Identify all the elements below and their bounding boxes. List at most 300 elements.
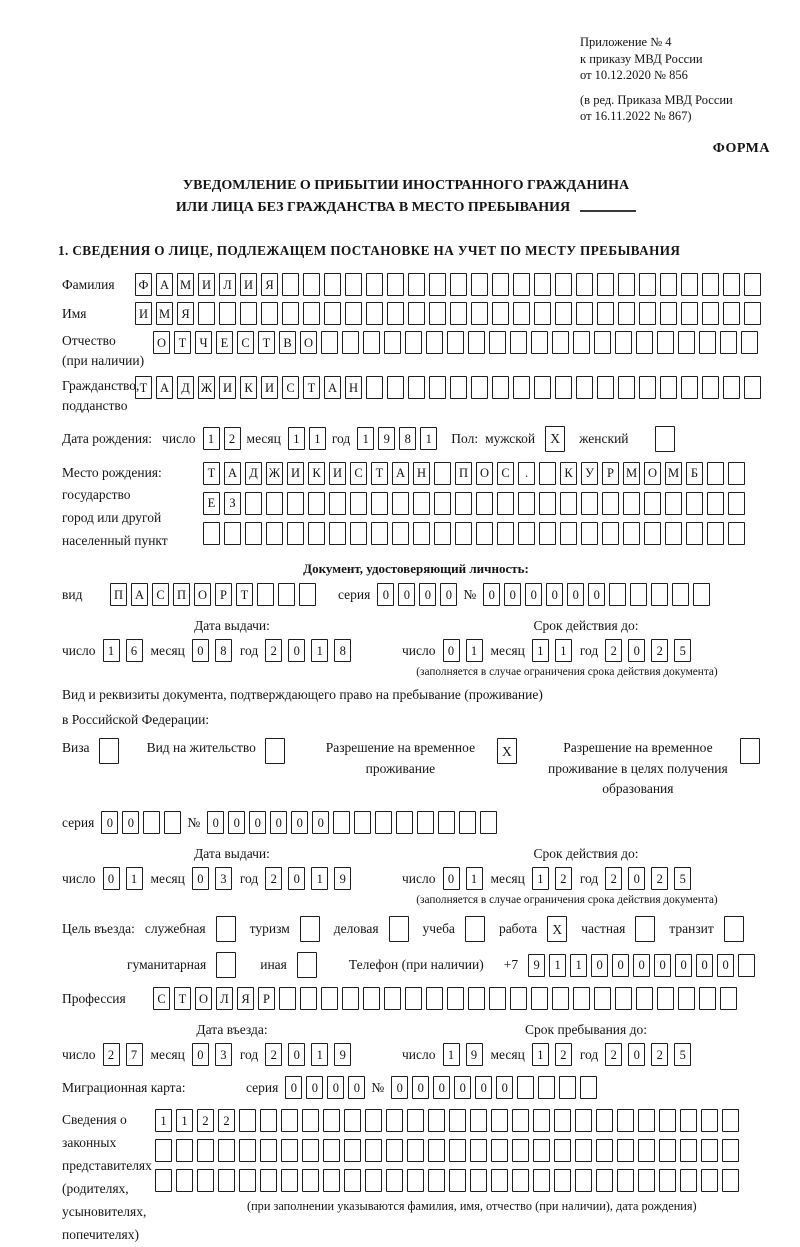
char-cell: 0 xyxy=(377,583,394,606)
identity-doc-row xyxy=(62,583,770,606)
purpose-humanitarian-checkbox xyxy=(216,952,240,978)
char-cell: А xyxy=(131,583,148,606)
char-cell: П xyxy=(173,583,190,606)
day-label: число xyxy=(402,1046,436,1062)
purpose-business-checkbox xyxy=(389,916,413,942)
char-cell xyxy=(287,492,304,515)
char-cell xyxy=(660,302,677,325)
birthplace-label-line1: Место рождения: xyxy=(62,464,162,480)
birthplace-label-line4: населенный пункт xyxy=(62,533,168,549)
birth-date-label: Дата рождения: xyxy=(62,430,153,446)
char-cell xyxy=(638,1139,655,1162)
char-cell xyxy=(344,1169,361,1192)
char-cell xyxy=(302,1139,319,1162)
char-cell xyxy=(386,1169,403,1192)
char-cell xyxy=(531,987,548,1010)
char-cell xyxy=(513,376,530,399)
char-cell: Т xyxy=(236,583,253,606)
header-reference-block xyxy=(580,34,770,125)
char-cell xyxy=(345,273,362,296)
char-cell: 0 xyxy=(475,1076,492,1099)
char-cell xyxy=(386,1139,403,1162)
char-cell: Я xyxy=(261,273,278,296)
char-cell: 1 xyxy=(311,1043,328,1066)
char-cell: 0 xyxy=(288,1043,305,1066)
forma-label: ФОРМА xyxy=(712,140,770,156)
char-cell xyxy=(371,492,388,515)
char-cell: 1 xyxy=(126,867,143,890)
patronymic-label-line2: (при наличии) xyxy=(62,352,145,368)
migration-card-label: Миграционная карта: xyxy=(62,1079,186,1095)
migration-card-series-label: серия xyxy=(246,1079,279,1095)
char-cell xyxy=(513,273,530,296)
char-cell xyxy=(728,492,745,515)
char-cell: 0 xyxy=(628,639,645,662)
char-cell: 0 xyxy=(440,583,457,606)
char-cell xyxy=(350,522,367,545)
char-cell xyxy=(413,492,430,515)
char-cell xyxy=(392,522,409,545)
char-cell: 2 xyxy=(605,639,622,662)
identity-doc-dates xyxy=(62,618,770,678)
char-cell: М xyxy=(156,302,173,325)
identity-doc-series-cells xyxy=(377,583,461,606)
char-cell xyxy=(660,376,677,399)
char-cell xyxy=(257,583,274,606)
char-cell xyxy=(555,302,572,325)
char-cell xyxy=(302,1109,319,1132)
char-cell xyxy=(533,1109,550,1132)
char-cell xyxy=(489,987,506,1010)
birthplace-row1-cells xyxy=(203,462,749,485)
option-visa-checkbox xyxy=(99,738,123,764)
char-cell xyxy=(266,492,283,515)
purpose-humanitarian-label: гуманитарная xyxy=(127,957,207,973)
char-cell xyxy=(384,987,401,1010)
char-cell xyxy=(702,376,719,399)
char-cell: В xyxy=(279,331,296,354)
identity-expiry-title: Срок действия до: xyxy=(533,618,639,634)
char-cell xyxy=(635,916,655,942)
char-cell: М xyxy=(623,462,640,485)
char-cell xyxy=(468,987,485,1010)
char-cell: 9 xyxy=(466,1043,483,1066)
char-cell: С xyxy=(497,462,514,485)
purpose-other-label: иная xyxy=(260,957,287,973)
char-cell xyxy=(539,492,556,515)
char-cell xyxy=(218,1139,235,1162)
char-cell xyxy=(155,1139,172,1162)
char-cell xyxy=(617,1139,634,1162)
char-cell xyxy=(576,376,593,399)
char-cell xyxy=(450,376,467,399)
char-cell xyxy=(333,811,350,834)
char-cell: X xyxy=(547,916,567,942)
char-cell: Е xyxy=(203,492,220,515)
char-cell xyxy=(387,302,404,325)
char-cell xyxy=(518,492,535,515)
char-cell: Ч xyxy=(195,331,212,354)
char-cell xyxy=(345,302,362,325)
year-label: год xyxy=(331,430,351,446)
year-label: год xyxy=(239,642,259,658)
char-cell xyxy=(491,1109,508,1132)
char-cell xyxy=(639,273,656,296)
char-cell xyxy=(429,376,446,399)
char-cell xyxy=(176,1139,193,1162)
char-cell xyxy=(476,492,493,515)
char-cell xyxy=(680,1169,697,1192)
char-cell: Ф xyxy=(135,273,152,296)
header-amend-line2: от 16.11.2022 № 867) xyxy=(580,109,692,123)
char-cell xyxy=(693,583,710,606)
char-cell: 2 xyxy=(218,1109,235,1132)
gender-female-label: женский xyxy=(579,430,629,446)
purpose-study-label: учеба xyxy=(422,921,455,937)
char-cell: С xyxy=(152,583,169,606)
char-cell: 0 xyxy=(654,954,671,977)
char-cell xyxy=(438,811,455,834)
char-cell xyxy=(510,987,527,1010)
option-temp-residence-education-checkbox xyxy=(740,738,764,764)
char-cell xyxy=(468,331,485,354)
char-cell: 9 xyxy=(528,954,545,977)
phone-prefix: +7 xyxy=(503,957,519,973)
char-cell: 1 xyxy=(357,427,374,450)
char-cell xyxy=(405,987,422,1010)
char-cell xyxy=(594,987,611,1010)
char-cell: 5 xyxy=(674,639,691,662)
char-cell xyxy=(396,811,413,834)
char-cell xyxy=(281,1139,298,1162)
char-cell xyxy=(510,331,527,354)
char-cell: Р xyxy=(215,583,232,606)
char-cell xyxy=(581,522,598,545)
form-title-line1: УВЕДОМЛЕНИЕ О ПРИБЫТИИ ИНОСТРАННОГО ГРАЖДАНИНА xyxy=(182,177,630,193)
residence-series-cells xyxy=(101,811,185,834)
patronymic-cells xyxy=(153,331,762,354)
char-cell xyxy=(665,492,682,515)
char-cell xyxy=(638,1109,655,1132)
surname-row xyxy=(62,273,770,296)
char-cell xyxy=(407,1139,424,1162)
char-cell xyxy=(723,376,740,399)
char-cell: 8 xyxy=(399,427,416,450)
char-cell: 0 xyxy=(291,811,308,834)
char-cell xyxy=(580,1076,597,1099)
identity-doc-number-label: № xyxy=(463,586,477,602)
char-cell xyxy=(644,492,661,515)
char-cell: Т xyxy=(203,462,220,485)
char-cell xyxy=(552,987,569,1010)
residence-issue-daterow xyxy=(62,867,402,890)
char-cell xyxy=(429,302,446,325)
phone-label: Телефон (при наличии) xyxy=(348,957,484,973)
char-cell xyxy=(197,1169,214,1192)
char-cell xyxy=(260,1139,277,1162)
char-cell: 2 xyxy=(103,1043,120,1066)
residence-doc-intro-line2: в Российской Федерации: xyxy=(62,712,210,728)
header-amendment-block xyxy=(580,92,770,125)
char-cell: 1 xyxy=(309,427,326,450)
char-cell xyxy=(623,522,640,545)
char-cell xyxy=(512,1109,529,1132)
char-cell xyxy=(596,1169,613,1192)
char-cell: 0 xyxy=(419,583,436,606)
char-cell: 0 xyxy=(628,1043,645,1066)
char-cell xyxy=(615,331,632,354)
birthplace-block xyxy=(62,462,770,554)
char-cell xyxy=(554,1139,571,1162)
char-cell: 3 xyxy=(215,1043,232,1066)
char-cell: Я xyxy=(177,302,194,325)
day-label: число xyxy=(62,870,96,886)
char-cell xyxy=(723,302,740,325)
char-cell: И xyxy=(219,376,236,399)
option-temp-residence-education xyxy=(545,738,764,799)
char-cell: О xyxy=(153,331,170,354)
char-cell xyxy=(265,738,285,764)
birthplace-label-line3: город или другой xyxy=(62,510,162,526)
char-cell xyxy=(329,492,346,515)
char-cell xyxy=(447,987,464,1010)
stay-until-title: Срок пребывания до: xyxy=(525,1022,647,1038)
char-cell xyxy=(513,302,530,325)
char-cell xyxy=(575,1139,592,1162)
char-cell xyxy=(636,331,653,354)
char-cell: 0 xyxy=(192,867,209,890)
char-cell xyxy=(702,273,719,296)
char-cell: 1 xyxy=(176,1109,193,1132)
char-cell xyxy=(707,492,724,515)
char-cell: 0 xyxy=(412,1076,429,1099)
char-cell: Е xyxy=(216,331,233,354)
entry-date-title: Дата въезда: xyxy=(196,1022,268,1038)
header-ref-line3: от 10.12.2020 № 856 xyxy=(580,68,688,82)
representatives-label-line5: усыновителях, xyxy=(62,1203,147,1219)
char-cell xyxy=(555,273,572,296)
char-cell xyxy=(492,273,509,296)
char-cell: 1 xyxy=(311,867,328,890)
migration-card-row xyxy=(62,1076,770,1099)
residence-expiry-month-cells xyxy=(532,867,578,890)
birthplace-cell-rows xyxy=(203,462,749,552)
residence-expiry-day-cells xyxy=(443,867,489,890)
purpose-study-checkbox xyxy=(465,916,489,942)
surname-label: Фамилия xyxy=(62,276,115,292)
char-cell xyxy=(434,492,451,515)
stay-day-cells xyxy=(443,1043,489,1066)
char-cell: 0 xyxy=(348,1076,365,1099)
char-cell xyxy=(655,426,675,452)
char-cell: 0 xyxy=(525,583,542,606)
char-cell xyxy=(680,1139,697,1162)
day-label: число xyxy=(62,1046,96,1062)
char-cell xyxy=(489,331,506,354)
char-cell: 0 xyxy=(207,811,224,834)
char-cell xyxy=(491,1169,508,1192)
char-cell: М xyxy=(665,462,682,485)
char-cell: С xyxy=(237,331,254,354)
char-cell xyxy=(615,987,632,1010)
purpose-tourism-checkbox xyxy=(300,916,324,942)
char-cell xyxy=(665,522,682,545)
stay-year-cells xyxy=(605,1043,697,1066)
char-cell xyxy=(618,273,635,296)
char-cell: Т xyxy=(303,376,320,399)
char-cell xyxy=(417,811,434,834)
char-cell xyxy=(429,273,446,296)
char-cell: 6 xyxy=(126,639,143,662)
char-cell xyxy=(303,302,320,325)
char-cell xyxy=(405,331,422,354)
char-cell xyxy=(617,1169,634,1192)
char-cell xyxy=(681,302,698,325)
char-cell xyxy=(281,1109,298,1132)
char-cell: 0 xyxy=(101,811,118,834)
entry-stay-dates xyxy=(62,1022,770,1066)
char-cell: 0 xyxy=(285,1076,302,1099)
char-cell: 1 xyxy=(555,639,572,662)
char-cell: 7 xyxy=(126,1043,143,1066)
entry-purpose-label: Цель въезда: xyxy=(62,921,135,937)
char-cell xyxy=(533,1139,550,1162)
option-visa xyxy=(62,738,123,764)
char-cell: П xyxy=(110,583,127,606)
profession-label: Профессия xyxy=(62,990,126,1006)
char-cell xyxy=(686,522,703,545)
char-cell xyxy=(365,1139,382,1162)
residence-expiry-year-cells xyxy=(605,867,697,890)
char-cell: 0 xyxy=(591,954,608,977)
char-cell xyxy=(278,583,295,606)
identity-expiry-month-cells xyxy=(532,639,578,662)
firstname-label: Имя xyxy=(62,305,87,321)
birthplace-label-line2: государство xyxy=(62,487,131,503)
char-cell xyxy=(387,376,404,399)
birthplace-row2-cells xyxy=(203,492,749,515)
char-cell: О xyxy=(195,987,212,1010)
char-cell: X xyxy=(545,426,565,452)
char-cell xyxy=(512,1139,529,1162)
char-cell xyxy=(597,302,614,325)
purpose-other-checkbox xyxy=(297,952,321,978)
citizenship-label xyxy=(62,376,140,415)
char-cell xyxy=(470,1139,487,1162)
char-cell xyxy=(723,273,740,296)
char-cell xyxy=(609,583,626,606)
char-cell: 0 xyxy=(228,811,245,834)
char-cell: 2 xyxy=(605,1043,622,1066)
char-cell: А xyxy=(156,376,173,399)
char-cell xyxy=(302,1169,319,1192)
char-cell xyxy=(560,522,577,545)
representatives-cell-rows xyxy=(155,1109,743,1214)
char-cell xyxy=(476,522,493,545)
char-cell xyxy=(164,811,181,834)
char-cell: 0 xyxy=(249,811,266,834)
residence-issue-day-cells xyxy=(103,867,149,890)
char-cell xyxy=(659,1169,676,1192)
char-cell: 0 xyxy=(696,954,713,977)
char-cell xyxy=(281,1169,298,1192)
char-cell: 0 xyxy=(717,954,734,977)
char-cell xyxy=(636,987,653,1010)
char-cell xyxy=(245,522,262,545)
char-cell xyxy=(455,492,472,515)
char-cell xyxy=(554,1109,571,1132)
char-cell: Л xyxy=(216,987,233,1010)
char-cell: Л xyxy=(219,273,236,296)
char-cell xyxy=(596,1139,613,1162)
month-label: месяц xyxy=(490,642,525,658)
char-cell: 0 xyxy=(288,867,305,890)
residence-doc-intro-line1: Вид и реквизиты документа, подтверждающего право на пребывание (проживание) xyxy=(62,687,543,703)
char-cell: 0 xyxy=(588,583,605,606)
char-cell xyxy=(744,376,761,399)
month-label: месяц xyxy=(150,870,185,886)
char-cell xyxy=(219,302,236,325)
char-cell xyxy=(744,273,761,296)
char-cell xyxy=(471,376,488,399)
char-cell xyxy=(618,302,635,325)
char-cell: 2 xyxy=(265,639,282,662)
char-cell xyxy=(450,302,467,325)
migration-card-series-cells xyxy=(285,1076,369,1099)
char-cell xyxy=(389,916,409,942)
birth-date-row xyxy=(62,426,770,452)
char-cell: 1 xyxy=(570,954,587,977)
char-cell xyxy=(449,1169,466,1192)
char-cell xyxy=(375,811,392,834)
char-cell xyxy=(450,273,467,296)
char-cell xyxy=(470,1109,487,1132)
option-visa-label: Виза xyxy=(62,740,90,756)
identity-expiry-col xyxy=(402,618,770,678)
firstname-cells xyxy=(135,302,765,325)
identity-issue-col xyxy=(62,618,402,662)
char-cell: Н xyxy=(345,376,362,399)
char-cell xyxy=(426,987,443,1010)
birthplace-labels xyxy=(62,462,203,554)
char-cell xyxy=(639,376,656,399)
char-cell xyxy=(344,1139,361,1162)
patronymic-row xyxy=(62,331,770,370)
gender-female-checkbox xyxy=(655,426,679,452)
char-cell xyxy=(342,331,359,354)
representatives-block xyxy=(62,1109,770,1247)
char-cell: 0 xyxy=(496,1076,513,1099)
char-cell xyxy=(428,1109,445,1132)
char-cell: 0 xyxy=(675,954,692,977)
char-cell xyxy=(602,522,619,545)
char-cell xyxy=(639,302,656,325)
char-cell xyxy=(363,331,380,354)
char-cell xyxy=(470,1169,487,1192)
char-cell xyxy=(560,492,577,515)
purpose-business-label: деловая xyxy=(333,921,379,937)
char-cell: 2 xyxy=(224,427,241,450)
residence-number-cells xyxy=(207,811,501,834)
form-title-line2-text: ИЛИ ЛИЦА БЕЗ ГРАЖДАНСТВА В МЕСТО ПРЕБЫВАНИЯ xyxy=(175,199,571,215)
char-cell xyxy=(720,331,737,354)
residence-expiry-daterow xyxy=(402,867,770,890)
purpose-private-checkbox xyxy=(635,916,659,942)
representatives-label-line4: (родителях, xyxy=(62,1180,129,1196)
char-cell xyxy=(471,302,488,325)
entry-purpose-row2 xyxy=(62,952,770,978)
char-cell xyxy=(203,522,220,545)
